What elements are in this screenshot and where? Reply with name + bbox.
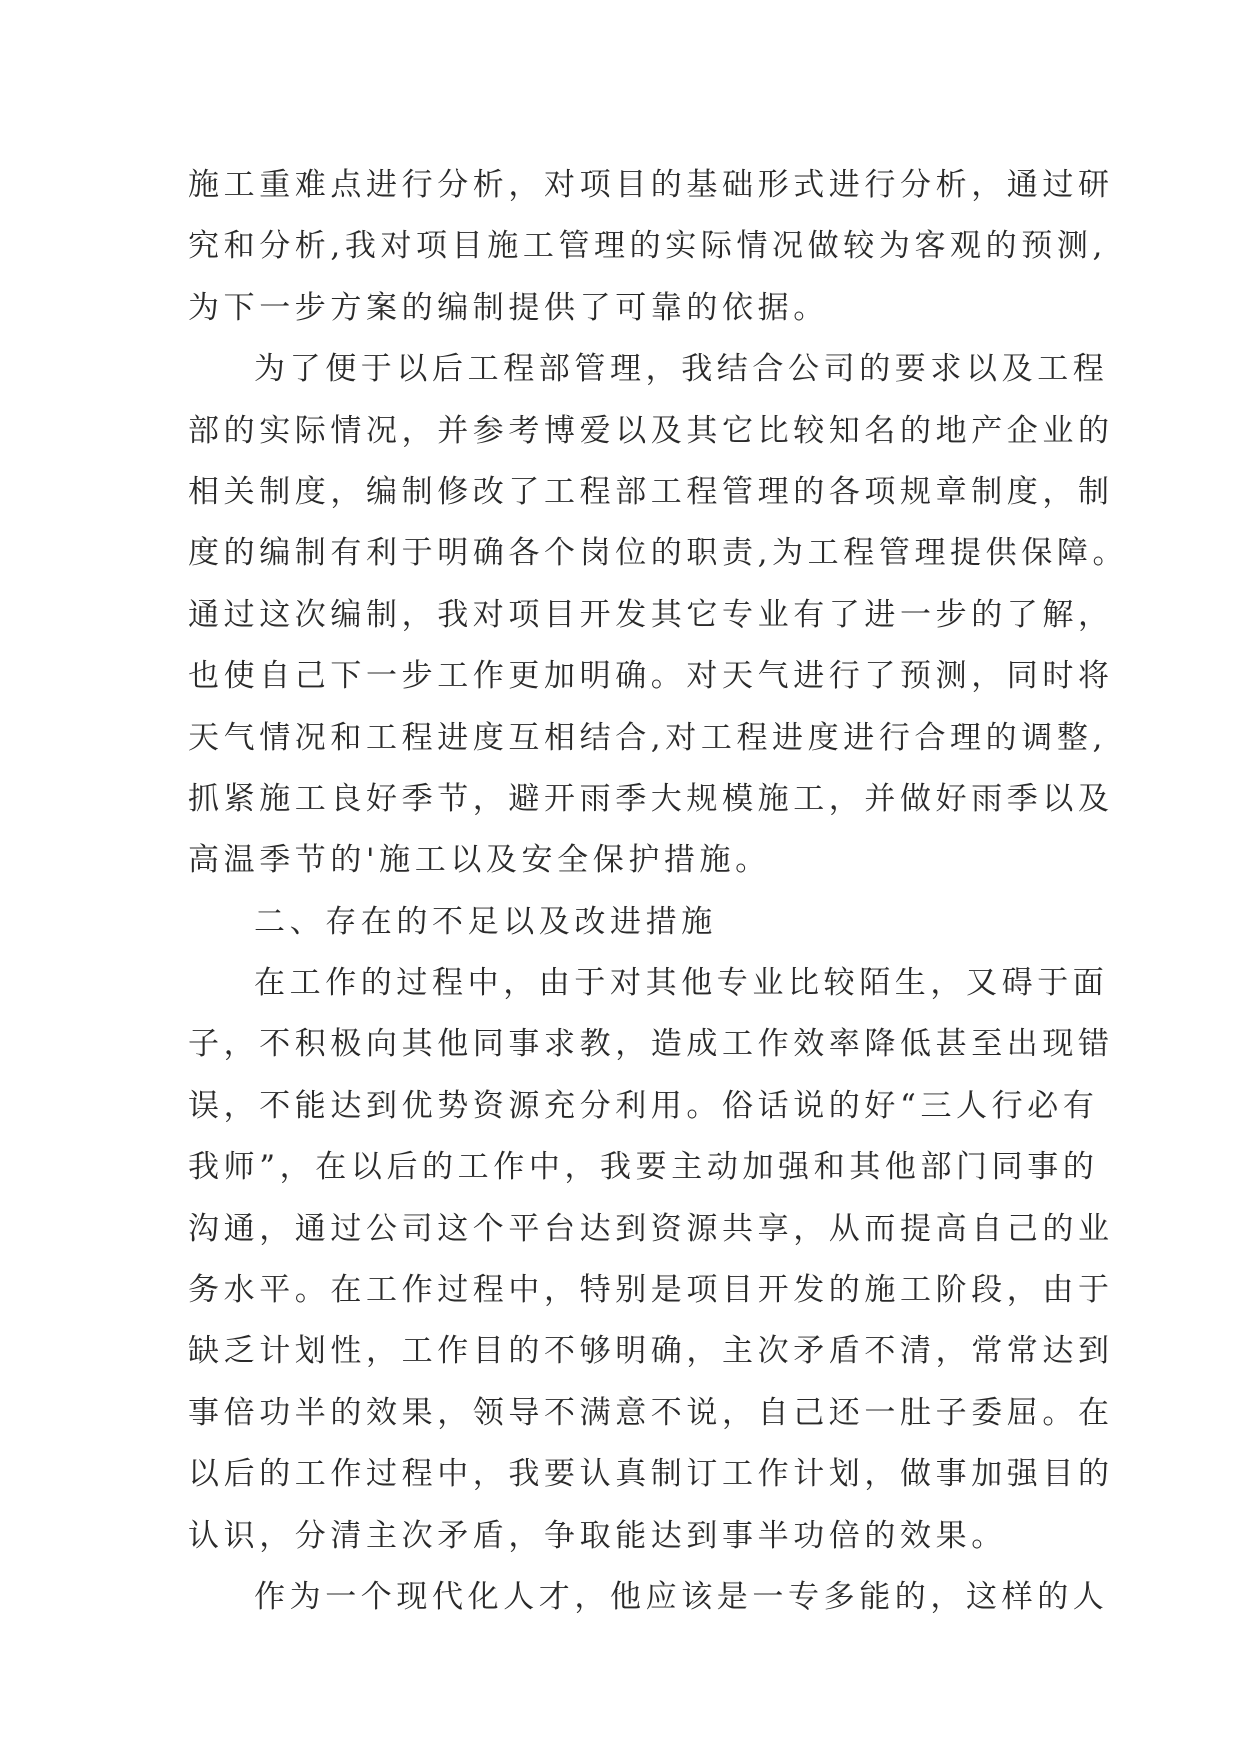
text-line: 度的编制有利于明确各个岗位的职责,为工程管理提供保障。: [188, 535, 1129, 572]
text-line: 二、存在的不足以及改进措施: [254, 903, 717, 940]
text-line: 沟通，通过公司这个平台达到资源共享，从而提高自己的业: [188, 1210, 1114, 1247]
text-line: 认识，分清主次矛盾，争取能达到事半功倍的效果。: [188, 1517, 1007, 1554]
text-line: 通过这次编制，我对项目开发其它专业有了进一步的了解，: [188, 596, 1114, 633]
text-line: 作为一个现代化人才，他应该是一专多能的，这样的人: [254, 1578, 1109, 1615]
text-line: 事倍功半的效果，领导不满意不说，自己还一肚子委屈。在: [188, 1394, 1114, 1431]
text-line: 在工作的过程中，由于对其他专业比较陌生，又碍于面: [254, 965, 1109, 1002]
text-line: 抓紧施工良好季节，避开雨季大规模施工，并做好雨季以及: [188, 780, 1114, 817]
text-line: 究和分析,我对项目施工管理的实际情况做较为客观的预测,: [188, 228, 1107, 265]
document-body: [188, 155, 1129, 1628]
text-line: 误，不能达到优势资源充分利用。俗话说的好“三人行必有: [188, 1087, 1099, 1124]
text-line: 缺乏计划性，工作目的不够明确，主次矛盾不清，常常达到: [188, 1333, 1114, 1370]
text-line: 我师”，在以后的工作中，我要主动加强和其他部门同事的: [188, 1149, 1099, 1186]
text-line: 高温季节的'施工以及安全保护措施。: [188, 842, 771, 879]
text-line: 部的实际情况，并参考博爱以及其它比较知名的地产企业的: [188, 412, 1114, 449]
text-line: 相关制度，编制修改了工程部工程管理的各项规章制度，制: [188, 473, 1114, 510]
text-line: 子，不积极向其他同事求教，造成工作效率降低甚至出现错: [188, 1026, 1114, 1063]
text-line: 天气情况和工程进度互相结合,对工程进度进行合理的调整,: [188, 719, 1107, 756]
text-line: 为了便于以后工程部管理，我结合公司的要求以及工程: [254, 351, 1109, 388]
text-line: 为下一步方案的编制提供了可靠的依据。: [188, 289, 829, 326]
text-line: 务水平。在工作过程中，特别是项目开发的施工阶段，由于: [188, 1272, 1114, 1309]
text-line: 以后的工作过程中，我要认真制订工作计划，做事加强目的: [188, 1456, 1114, 1493]
text-line: 施工重难点进行分析，对项目的基础形式进行分析，通过研: [188, 167, 1114, 203]
text-line: 也使自己下一步工作更加明确。对天气进行了预测，同时将: [188, 658, 1114, 695]
